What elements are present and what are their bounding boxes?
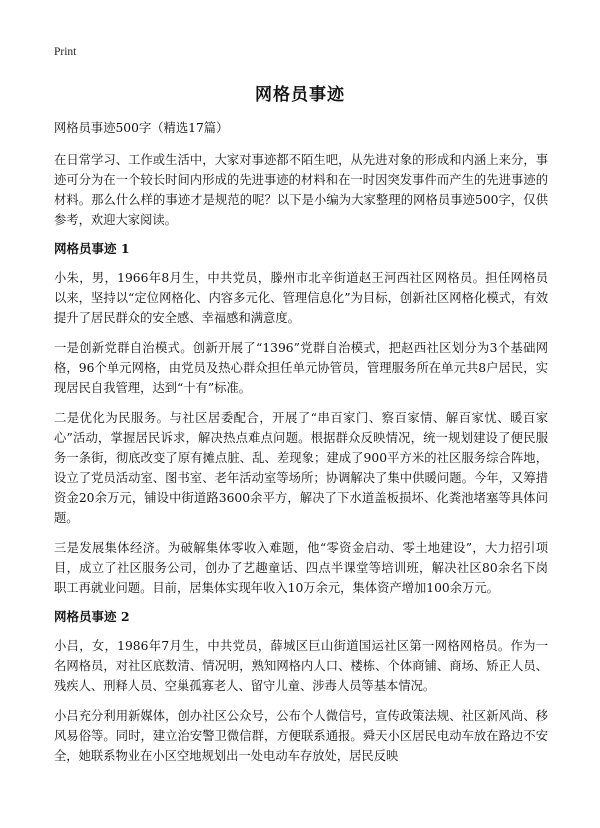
page-title: 网格员事迹 (255, 85, 345, 105)
section-heading-1: 网格员事迹 1 (54, 241, 130, 256)
section-2-paragraph-1: 小吕，女，1986年7月生，中共党员，薛城区巨山街道国运社区第一网格网格员。作为一名网格员，对社区底数清、情况明，熟知网格内人口、楼栋、个体商铺、商场、矫正人员、残疾人、刑释人员、空巢孤寡老人、留守儿童、涉毒人员等基本情况。 (54, 639, 548, 693)
article-body (54, 118, 548, 776)
print-link[interactable]: Print (54, 46, 77, 58)
article-subtitle: 网格员事迹500字（精选17篇） (54, 121, 229, 135)
section-1-paragraph-4: 三是发展集体经济。为破解集体零收入难题，他“零资金启动、零土地建设”，大力招引项目，成立了社区服务公司，创办了艺趣童话、四点半课堂等培训班，解决社区80余名下岗职工再就业问题。目前，居集体实现年收入10万余元，集体资产增加100余万元。 (54, 541, 548, 595)
section-1-paragraph-1: 小朱，男，1966年8月生，中共党员，滕州市北辛街道赵王河西社区网格员。担任网格员以来，坚持以“定位网格化、内容多元化、管理信息化”为目标，创新社区网格化模式，有效提升了居民群众的安全感、幸福感和满意度。 (54, 271, 548, 325)
section-heading-2: 网格员事迹 2 (54, 609, 130, 624)
section-2-paragraph-2: 小吕充分利用新媒体，创办社区公众号，公布个人微信号，宣传政策法规、社区新风尚、移风易俗等。同时，建立治安警卫微信群，方便联系通报。舜天小区居民电动车放在路边不安全，她联系物业在小区空地规划出一处电动车存放处，居民反映 (54, 709, 548, 763)
section-1-paragraph-3: 二是优化为民服务。与社区居委配合，开展了“串百家门、察百家情、解百家忧、暖百家心”活动，掌握居民诉求，解决热点难点问题。根据群众反映情况，统一规划建设了便民服务一条街，彻底改变了原有摊点脏、乱、差现象；建成了900平方米的社区服务综合阵地，设立了党员活动室、图书室、老年活动室等场所；协调解决了集中供暖问题。今年，又筹措资金20余万元，铺设中街道路3600余平方，解决了下水道盖板损坏、化粪池堵塞等具体问题。 (54, 411, 548, 525)
section-1-paragraph-2: 一是创新党群自治模式。创新开展了“1396”党群自治模式，把赵西社区划分为3个基础网格，96个单元网格，由党员及热心群众担任单元协管员，管理服务所在单元共8户居民，实现居民自我管理，达到“十有”标准。 (54, 341, 548, 395)
intro-paragraph: 在日常学习、工作或生活中，大家对事迹都不陌生吧，从先进对象的形成和内涵上来分，事迹可分为在一个较长时间内形成的先进事迹的材料和在一时因突发事件而产生的先进事迹的材料。那么什么样的事迹才是规范的呢？以下是小编为大家整理的网格员事迹500字，仅供参考，欢迎大家阅读。 (54, 153, 548, 227)
